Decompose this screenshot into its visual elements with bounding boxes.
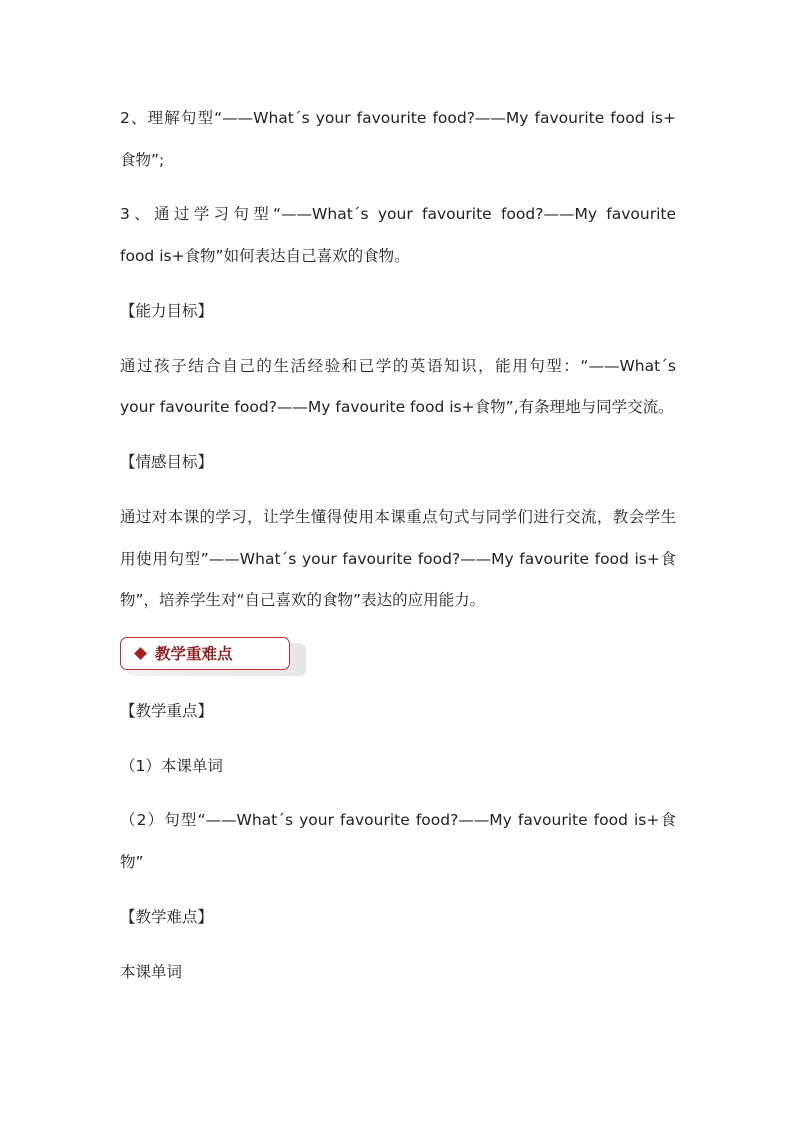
ability-goal-line1: 通过孩子结合自己的生活经验和已学的英语知识，能用句型：“——What´s <box>120 357 676 375</box>
objective-3-line1: 3、通过学习句型“——What´s your favourite food?——My favourite <box>120 205 676 223</box>
objective-2-line2: 食物”; <box>120 151 165 169</box>
key-point-1: （1）本课单词 <box>120 757 223 775</box>
emotion-goal-line3: 物”，培养学生对“自己喜欢的食物”表达的应用能力。 <box>120 591 486 609</box>
key-point-2-line1: （2）句型“——What´s your favourite food?——My favourite food is+食 <box>120 811 676 829</box>
objective-2-line1: 2、理解句型“——What´s your favourite food?——My favourite food is+ <box>120 109 676 127</box>
section-heading-box <box>120 637 290 670</box>
emotion-goal-line1: 通过对本课的学习，让学生懂得使用本课重点句式与同学们进行交流，教会学生 <box>120 508 676 526</box>
ability-goal-line2: your favourite food?——My favourite food is+食物”,有条理地与同学交流。 <box>120 398 674 416</box>
emotion-goal-line2: 用使用句型”——What´s your favourite food?——My favourite food is+食 <box>120 550 676 568</box>
section-heading-text: 教学重难点 <box>155 644 233 663</box>
emotion-goal-title: 【情感目标】 <box>120 453 214 471</box>
difficult-points-text: 本课单词 <box>120 963 183 981</box>
ability-goal-title: 【能力目标】 <box>120 302 214 320</box>
key-points-title: 【教学重点】 <box>120 702 214 720</box>
diamond-bullet-icon <box>134 647 147 660</box>
difficult-points-title: 【教学难点】 <box>120 908 214 926</box>
objective-3-line2: food is+食物”如何表达自己喜欢的食物。 <box>120 247 410 265</box>
key-point-2-line2: 物” <box>120 853 144 871</box>
